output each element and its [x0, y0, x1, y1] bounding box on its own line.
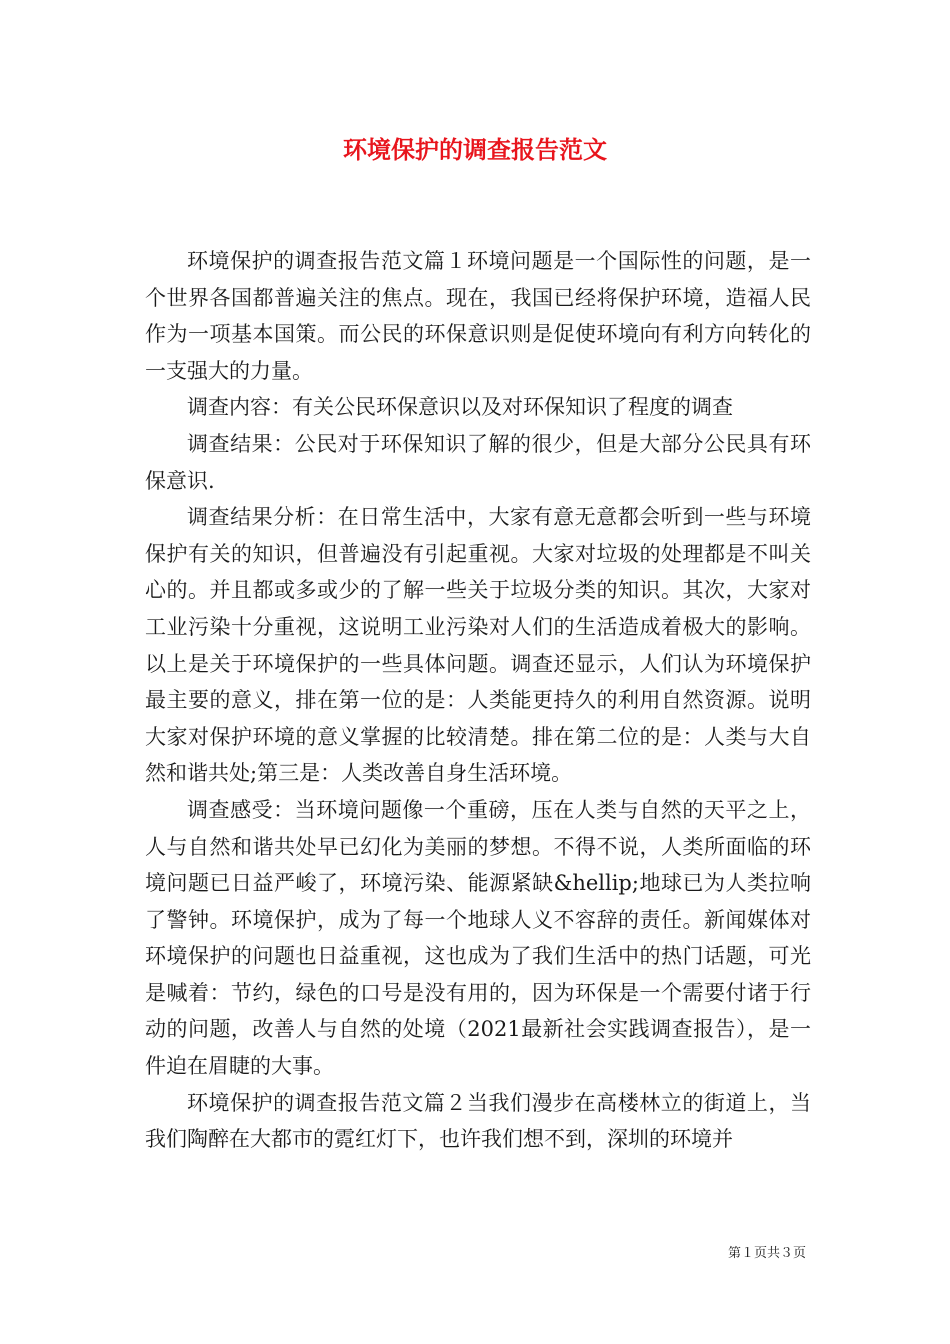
document-body — [145, 243, 811, 1158]
paragraph-intro: 环境保护的调查报告范文篇１环境问题是一个国际性的问题，是一个世界各国都普遍关注的焦点。现在，我国已经将保护环境，造福人民作为一项基本国策。而公民的环保意识则是促使环境向有利方向转化的一支强大的力量。 — [145, 249, 811, 383]
paragraph-survey-feeling: 调查感受：当环境问题像一个重磅，压在人类与自然的天平之上，人与自然和谐共处早已幻化为美丽的梦想。不得不说，人类所面临的环境问题已日益严峻了，环境污染、能源紧缺&hellip;地球已为人类拉响了警钟。环境保护，成为了每一个地球人义不容辞的责任。新闻媒体对环境保护的问题也日益重视，这也成为了我们生活中的热门话题，可光是喊着：节约，绿色的口号是没有用的，因为环保是一个需要付诸于行动的问题，改善人与自然的处境（2021最新社会实践调查报告），是一件迫在眉睫的大事。 — [145, 797, 811, 1079]
document-title: 环境保护的调查报告范文 — [343, 135, 607, 164]
page-number-footer: 第１页共３页 — [727, 1246, 806, 1261]
paragraph-survey-result: 调查结果：公民对于环保知识了解的很少，但是大部分公民具有环保意识. — [145, 431, 811, 493]
paragraph-essay-two: 环境保护的调查报告范文篇２当我们漫步在高楼林立的街道上，当我们陶醉在大都市的霓红灯下，也许我们想不到，深圳的环境并 — [145, 1090, 811, 1152]
paragraph-result-analysis: 调查结果分析：在日常生活中，大家有意无意都会听到一些与环境保护有关的知识，但普遍没有引起重视。大家对垃圾的处理都是不叫关心的。并且都或多或少的了解一些关于垃圾分类的知识。其次，大家对工业污染十分重视，这说明工业污染对人们的生活造成着极大的影响。以上是关于环境保护的一些具体问题。调查还显示，人们认为环境保护最主要的意义，排在第一位的是：人类能更持久的利用自然资源。说明大家对保护环境的意义掌握的比较清楚。排在第二位的是：人类与大自然和谐共处;第三是：人类改善自身生活环境。 — [145, 505, 811, 786]
paragraph-survey-content: 调查内容：有关公民环保意识以及对环保知识了程度的调查 — [187, 395, 733, 420]
